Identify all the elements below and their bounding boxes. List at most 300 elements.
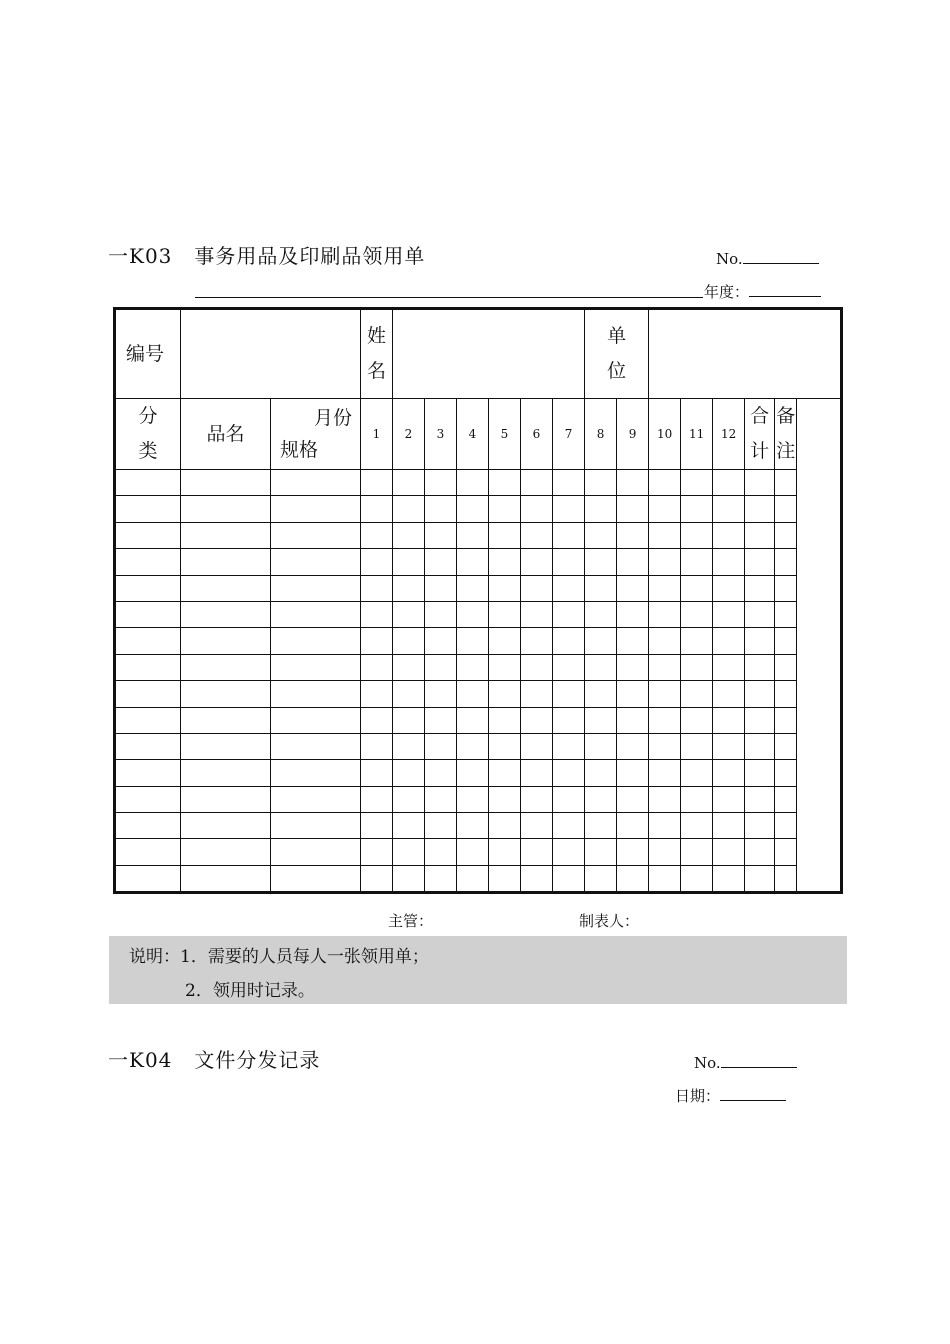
table-cell[interactable]: [457, 654, 489, 680]
table-cell[interactable]: [361, 549, 393, 575]
month-header-6: 6: [521, 399, 553, 470]
table-cell[interactable]: [425, 681, 457, 707]
table-cell[interactable]: [585, 681, 617, 707]
table-cell[interactable]: [271, 760, 361, 786]
table-cell[interactable]: [115, 549, 181, 575]
table-cell[interactable]: [649, 470, 681, 496]
table-cell[interactable]: [425, 628, 457, 654]
table-cell[interactable]: [649, 549, 681, 575]
table-cell[interactable]: [553, 733, 585, 759]
table-cell[interactable]: [775, 786, 797, 812]
table-cell[interactable]: [361, 839, 393, 865]
table-cell[interactable]: [681, 575, 713, 601]
table-cell[interactable]: [393, 813, 425, 839]
table-cell[interactable]: [361, 707, 393, 733]
table-cell[interactable]: [457, 733, 489, 759]
table-cell[interactable]: [115, 813, 181, 839]
table-cell[interactable]: [393, 654, 425, 680]
table-cell[interactable]: [393, 681, 425, 707]
table-cell[interactable]: [745, 654, 775, 680]
table-cell[interactable]: [361, 575, 393, 601]
table-cell[interactable]: [489, 707, 521, 733]
table-cell[interactable]: [457, 601, 489, 627]
table-cell[interactable]: [361, 470, 393, 496]
table-cell[interactable]: [489, 628, 521, 654]
table-cell[interactable]: [713, 654, 745, 680]
table-cell[interactable]: [181, 839, 271, 865]
table-cell[interactable]: [745, 839, 775, 865]
table-cell[interactable]: [553, 707, 585, 733]
table-cell[interactable]: [585, 628, 617, 654]
preparer-field[interactable]: [579, 910, 639, 931]
table-cell[interactable]: [681, 549, 713, 575]
table-cell[interactable]: [115, 522, 181, 548]
table-cell[interactable]: [361, 654, 393, 680]
table-cell[interactable]: [115, 839, 181, 865]
k03-number-field[interactable]: [716, 247, 819, 268]
table-cell[interactable]: [115, 865, 181, 892]
table-cell[interactable]: [713, 813, 745, 839]
table-cell[interactable]: [713, 470, 745, 496]
table-cell[interactable]: [617, 496, 649, 522]
table-cell[interactable]: [775, 865, 797, 892]
table-cell[interactable]: [425, 839, 457, 865]
table-cell[interactable]: [775, 522, 797, 548]
k04-title: 文件分发记录: [194, 1048, 321, 1072]
table-cell[interactable]: [271, 733, 361, 759]
table-cell[interactable]: [713, 733, 745, 759]
table-cell[interactable]: [425, 496, 457, 522]
table-cell[interactable]: [181, 681, 271, 707]
table-cell[interactable]: [181, 733, 271, 759]
table-cell[interactable]: [713, 839, 745, 865]
table-cell[interactable]: [585, 522, 617, 548]
table-cell[interactable]: [617, 786, 649, 812]
table-cell[interactable]: [745, 522, 775, 548]
number-input-cell[interactable]: [181, 309, 361, 399]
table-cell[interactable]: [393, 839, 425, 865]
table-cell[interactable]: [361, 813, 393, 839]
month-header-10: 10: [649, 399, 681, 470]
table-cell[interactable]: [425, 601, 457, 627]
table-cell[interactable]: [617, 733, 649, 759]
table-cell[interactable]: [745, 760, 775, 786]
table-cell[interactable]: [361, 786, 393, 812]
table-cell[interactable]: [681, 786, 713, 812]
table-cell[interactable]: [361, 628, 393, 654]
table-cell[interactable]: [553, 865, 585, 892]
table-cell[interactable]: [649, 628, 681, 654]
table-cell[interactable]: [681, 628, 713, 654]
table-cell[interactable]: [617, 601, 649, 627]
table-cell[interactable]: [425, 470, 457, 496]
table-cell[interactable]: [489, 601, 521, 627]
table-cell[interactable]: [425, 707, 457, 733]
table-cell[interactable]: [681, 496, 713, 522]
table-cell[interactable]: [181, 628, 271, 654]
total-header-2: 计: [750, 440, 770, 462]
table-cell[interactable]: [271, 575, 361, 601]
table-cell[interactable]: [115, 601, 181, 627]
table-cell[interactable]: [617, 681, 649, 707]
table-cell[interactable]: [521, 707, 553, 733]
table-cell[interactable]: [181, 601, 271, 627]
table-cell[interactable]: [553, 470, 585, 496]
month-header-2: 2: [393, 399, 425, 470]
table-cell[interactable]: [617, 760, 649, 786]
table-cell[interactable]: [745, 813, 775, 839]
table-cell[interactable]: [521, 681, 553, 707]
table-cell[interactable]: [585, 549, 617, 575]
table-cell[interactable]: [775, 549, 797, 575]
table-cell[interactable]: [681, 760, 713, 786]
table-cell[interactable]: [617, 839, 649, 865]
table-cell[interactable]: [713, 496, 745, 522]
table-cell[interactable]: [775, 601, 797, 627]
table-cell[interactable]: [585, 839, 617, 865]
table-cell[interactable]: [713, 575, 745, 601]
table-cell[interactable]: [457, 865, 489, 892]
table-cell[interactable]: [181, 496, 271, 522]
table-cell[interactable]: [775, 813, 797, 839]
table-cell[interactable]: [425, 813, 457, 839]
table-cell[interactable]: [271, 601, 361, 627]
table-cell[interactable]: [489, 733, 521, 759]
table-cell[interactable]: [115, 707, 181, 733]
table-cell[interactable]: [361, 496, 393, 522]
k04-title-line: [108, 1044, 320, 1073]
table-cell[interactable]: [489, 839, 521, 865]
table-cell[interactable]: [553, 839, 585, 865]
table-cell[interactable]: [271, 654, 361, 680]
table-cell[interactable]: [457, 839, 489, 865]
table-cell[interactable]: [489, 549, 521, 575]
table-cell[interactable]: [745, 601, 775, 627]
table-cell[interactable]: [617, 628, 649, 654]
table-cell[interactable]: [585, 786, 617, 812]
table-cell[interactable]: [649, 813, 681, 839]
table-cell[interactable]: [521, 601, 553, 627]
table-cell[interactable]: [521, 522, 553, 548]
table-cell[interactable]: [489, 496, 521, 522]
table-cell[interactable]: [775, 628, 797, 654]
table-cell[interactable]: [745, 786, 775, 812]
table-cell[interactable]: [585, 575, 617, 601]
notes-label: 说明：: [129, 947, 180, 967]
table-cell[interactable]: [553, 760, 585, 786]
table-cell[interactable]: [713, 522, 745, 548]
table-cell[interactable]: [585, 733, 617, 759]
table-cell[interactable]: [457, 707, 489, 733]
table-cell[interactable]: [271, 786, 361, 812]
table-cell[interactable]: [181, 813, 271, 839]
table-cell[interactable]: [745, 707, 775, 733]
table-cell[interactable]: [425, 522, 457, 548]
table-cell[interactable]: [115, 654, 181, 680]
table-cell[interactable]: [681, 813, 713, 839]
table-cell[interactable]: [393, 522, 425, 548]
table-cell[interactable]: [713, 628, 745, 654]
table-cell[interactable]: [521, 760, 553, 786]
table-cell[interactable]: [489, 813, 521, 839]
table-cell[interactable]: [361, 681, 393, 707]
table-cell[interactable]: [775, 496, 797, 522]
table-cell[interactable]: [393, 865, 425, 892]
table-cell[interactable]: [617, 707, 649, 733]
table-cell[interactable]: [393, 733, 425, 759]
k03-year-label: 年度：: [704, 283, 750, 301]
table-cell[interactable]: [713, 707, 745, 733]
table-cell[interactable]: [745, 470, 775, 496]
table-cell[interactable]: [361, 733, 393, 759]
unit-input-cell[interactable]: [649, 309, 842, 399]
table-cell[interactable]: [585, 707, 617, 733]
table-cell[interactable]: [649, 654, 681, 680]
table-cell[interactable]: [425, 760, 457, 786]
table-cell[interactable]: [553, 522, 585, 548]
k03-code: 一K03: [108, 244, 173, 268]
table-cell[interactable]: [585, 654, 617, 680]
table-cell[interactable]: [115, 470, 181, 496]
table-cell[interactable]: [393, 601, 425, 627]
table-cell[interactable]: [521, 839, 553, 865]
table-cell[interactable]: [617, 865, 649, 892]
table-cell[interactable]: [681, 681, 713, 707]
table-cell[interactable]: [681, 522, 713, 548]
table-cell[interactable]: [617, 549, 649, 575]
table-cell[interactable]: [585, 865, 617, 892]
table-cell[interactable]: [681, 470, 713, 496]
table-cell[interactable]: [361, 601, 393, 627]
table-cell[interactable]: [271, 839, 361, 865]
table-cell[interactable]: [681, 654, 713, 680]
table-cell[interactable]: [649, 575, 681, 601]
table-cell[interactable]: [521, 549, 553, 575]
table-cell[interactable]: [457, 813, 489, 839]
table-cell[interactable]: [775, 681, 797, 707]
table-cell[interactable]: [521, 865, 553, 892]
table-cell[interactable]: [521, 654, 553, 680]
table-cell[interactable]: [457, 681, 489, 707]
table-cell[interactable]: [585, 813, 617, 839]
table-cell[interactable]: [393, 760, 425, 786]
table-cell[interactable]: [585, 496, 617, 522]
table-cell[interactable]: [489, 654, 521, 680]
table-cell[interactable]: [271, 549, 361, 575]
table-cell[interactable]: [681, 865, 713, 892]
table-cell[interactable]: [713, 601, 745, 627]
table-cell[interactable]: [457, 760, 489, 786]
table-cell[interactable]: [775, 470, 797, 496]
table-cell[interactable]: [457, 549, 489, 575]
table-cell[interactable]: [361, 522, 393, 548]
table-cell[interactable]: [553, 601, 585, 627]
table-cell[interactable]: [585, 760, 617, 786]
table-cell[interactable]: [393, 707, 425, 733]
table-cell[interactable]: [649, 707, 681, 733]
table-cell[interactable]: [775, 733, 797, 759]
table-cell[interactable]: [649, 839, 681, 865]
table-cell[interactable]: [553, 628, 585, 654]
table-cell[interactable]: [271, 522, 361, 548]
table-cell[interactable]: [521, 575, 553, 601]
table-cell[interactable]: [745, 628, 775, 654]
table-cell[interactable]: [713, 786, 745, 812]
table-cell[interactable]: [775, 707, 797, 733]
table-cell[interactable]: [181, 865, 271, 892]
table-cell[interactable]: [681, 839, 713, 865]
table-cell[interactable]: [775, 654, 797, 680]
table-cell[interactable]: [521, 786, 553, 812]
table-cell[interactable]: [115, 760, 181, 786]
table-cell[interactable]: [181, 654, 271, 680]
info-row: [115, 309, 842, 399]
table-cell[interactable]: [745, 733, 775, 759]
table-cell[interactable]: [649, 865, 681, 892]
table-cell[interactable]: [649, 496, 681, 522]
k04-date-field[interactable]: [675, 1084, 786, 1106]
table-cell[interactable]: [745, 575, 775, 601]
table-cell[interactable]: [745, 681, 775, 707]
table-cell[interactable]: [585, 601, 617, 627]
table-cell[interactable]: [775, 839, 797, 865]
table-cell[interactable]: [521, 733, 553, 759]
table-cell[interactable]: [425, 733, 457, 759]
table-cell[interactable]: [617, 813, 649, 839]
table-cell[interactable]: [681, 733, 713, 759]
table-cell[interactable]: [393, 496, 425, 522]
table-cell[interactable]: [617, 522, 649, 548]
table-cell[interactable]: [181, 522, 271, 548]
table-cell[interactable]: [457, 628, 489, 654]
table-cell[interactable]: [521, 470, 553, 496]
table-cell[interactable]: [649, 733, 681, 759]
table-cell[interactable]: [553, 549, 585, 575]
table-cell[interactable]: [425, 549, 457, 575]
table-cell[interactable]: [393, 628, 425, 654]
k03-title: 事务用品及印刷品领用单: [194, 244, 426, 268]
table-cell[interactable]: [489, 575, 521, 601]
table-cell[interactable]: [115, 681, 181, 707]
table-cell[interactable]: [181, 707, 271, 733]
k03-no-blank[interactable]: [743, 247, 819, 264]
table-cell[interactable]: [713, 549, 745, 575]
table-cell[interactable]: [681, 707, 713, 733]
table-cell[interactable]: [393, 549, 425, 575]
table-cell[interactable]: [425, 786, 457, 812]
table-cell[interactable]: [425, 575, 457, 601]
table-cell[interactable]: [271, 496, 361, 522]
k03-year-blank[interactable]: [749, 280, 821, 297]
name-input-cell[interactable]: [393, 309, 585, 399]
table-cell[interactable]: [271, 865, 361, 892]
table-cell[interactable]: [271, 628, 361, 654]
table-cell[interactable]: [489, 760, 521, 786]
table-cell[interactable]: [649, 760, 681, 786]
table-cell[interactable]: [553, 575, 585, 601]
table-cell[interactable]: [617, 575, 649, 601]
table-cell[interactable]: [681, 601, 713, 627]
table-cell[interactable]: [271, 707, 361, 733]
month-header-1: 1: [361, 399, 393, 470]
table-cell[interactable]: [553, 786, 585, 812]
k04-no-blank[interactable]: [721, 1051, 797, 1068]
table-cell[interactable]: [115, 628, 181, 654]
table-cell[interactable]: [115, 496, 181, 522]
table-cell[interactable]: [393, 786, 425, 812]
table-cell[interactable]: [393, 575, 425, 601]
table-cell[interactable]: [425, 654, 457, 680]
table-cell[interactable]: [553, 496, 585, 522]
table-cell[interactable]: [361, 865, 393, 892]
table-cell[interactable]: [617, 470, 649, 496]
table-cell[interactable]: [713, 681, 745, 707]
table-cell[interactable]: [181, 470, 271, 496]
table-cell[interactable]: [457, 522, 489, 548]
table-cell[interactable]: [713, 760, 745, 786]
table-cell[interactable]: [361, 760, 393, 786]
table-cell[interactable]: [457, 575, 489, 601]
table-cell[interactable]: [271, 813, 361, 839]
supervisor-field[interactable]: [388, 910, 433, 931]
total-header: [745, 399, 775, 470]
table-cell[interactable]: [393, 470, 425, 496]
table-cell[interactable]: [553, 681, 585, 707]
table-cell[interactable]: [181, 549, 271, 575]
table-row: [115, 865, 842, 892]
table-cell[interactable]: [181, 760, 271, 786]
table-cell[interactable]: [181, 786, 271, 812]
table-cell[interactable]: [271, 470, 361, 496]
k03-year-field[interactable]: [704, 280, 821, 302]
table-cell[interactable]: [745, 865, 775, 892]
table-cell[interactable]: [115, 733, 181, 759]
table-cell[interactable]: [489, 470, 521, 496]
table-cell[interactable]: [489, 681, 521, 707]
table-cell[interactable]: [745, 549, 775, 575]
table-cell[interactable]: [649, 601, 681, 627]
table-cell[interactable]: [713, 865, 745, 892]
table-cell[interactable]: [425, 865, 457, 892]
table-cell[interactable]: [489, 522, 521, 548]
table-cell[interactable]: [585, 470, 617, 496]
table-cell[interactable]: [775, 760, 797, 786]
table-cell[interactable]: [745, 496, 775, 522]
table-cell[interactable]: [489, 786, 521, 812]
table-cell[interactable]: [489, 865, 521, 892]
table-cell[interactable]: [457, 786, 489, 812]
table-cell[interactable]: [649, 522, 681, 548]
table-cell[interactable]: [649, 681, 681, 707]
table-cell[interactable]: [553, 654, 585, 680]
table-cell[interactable]: [521, 496, 553, 522]
table-cell[interactable]: [775, 575, 797, 601]
table-cell[interactable]: [553, 813, 585, 839]
table-cell[interactable]: [649, 786, 681, 812]
k04-date-blank[interactable]: [720, 1084, 786, 1101]
k04-date-label: 日期：: [675, 1087, 721, 1105]
table-cell[interactable]: [181, 575, 271, 601]
table-cell[interactable]: [271, 681, 361, 707]
table-cell[interactable]: [457, 496, 489, 522]
table-cell[interactable]: [521, 628, 553, 654]
table-cell[interactable]: [115, 786, 181, 812]
table-cell[interactable]: [457, 470, 489, 496]
table-cell[interactable]: [521, 813, 553, 839]
table-cell[interactable]: [617, 654, 649, 680]
k04-number-field[interactable]: [694, 1051, 797, 1072]
table-cell[interactable]: [115, 575, 181, 601]
